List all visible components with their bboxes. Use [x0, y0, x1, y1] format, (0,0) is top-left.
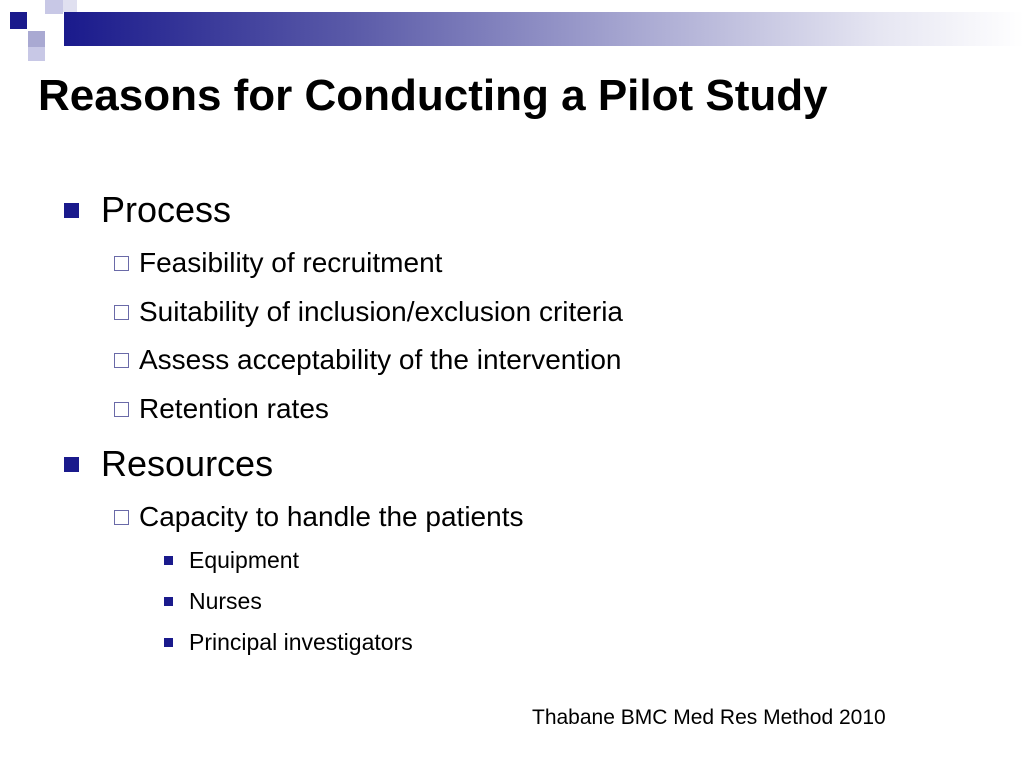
- sub-bullet-capacity: [114, 499, 523, 535]
- decor-square-lower: [28, 47, 45, 61]
- hollow-square-bullet-icon: [114, 402, 129, 417]
- hollow-square-bullet-icon: [114, 510, 129, 525]
- sub-sub-bullet-equipment: [164, 545, 299, 575]
- slide-title: Reasons for Conducting a Pilot Study: [38, 71, 828, 120]
- small-filled-square-bullet-icon: [164, 556, 173, 565]
- sub-sub-bullet-label: Equipment: [189, 546, 299, 573]
- sub-bullet-suitability: [114, 294, 623, 330]
- sub-sub-bullet-label: Principal investigators: [189, 628, 413, 655]
- small-filled-square-bullet-icon: [164, 638, 173, 647]
- decor-square-white: [45, 14, 63, 32]
- filled-square-bullet-icon: [64, 457, 79, 472]
- hollow-square-bullet-icon: [114, 305, 129, 320]
- bullet-label: Process: [101, 189, 232, 230]
- bullet-resources: [64, 442, 273, 486]
- sub-bullet-label: Feasibility of recruitment: [139, 247, 443, 278]
- bullet-process: [64, 188, 231, 232]
- hollow-square-bullet-icon: [114, 353, 129, 368]
- sub-bullet-retention: [114, 391, 329, 427]
- decor-square-light: [45, 0, 63, 14]
- filled-square-bullet-icon: [64, 203, 79, 218]
- sub-bullet-label: Capacity to handle the patients: [139, 501, 524, 532]
- decor-square-medium: [28, 31, 45, 47]
- small-filled-square-bullet-icon: [164, 597, 173, 606]
- sub-bullet-feasibility: [114, 245, 442, 281]
- citation: Thabane BMC Med Res Method 2010: [532, 706, 886, 729]
- sub-bullet-label: Assess acceptability of the intervention: [139, 344, 622, 375]
- hollow-square-bullet-icon: [114, 256, 129, 271]
- decor-square-dark: [10, 12, 27, 29]
- bullet-label: Resources: [101, 443, 274, 484]
- sub-bullet-acceptability: [114, 342, 621, 378]
- sub-sub-bullet-label: Nurses: [189, 587, 262, 614]
- header-gradient-bar: [64, 12, 1024, 46]
- sub-sub-bullet-investigators: [164, 627, 413, 657]
- sub-bullet-label: Retention rates: [139, 393, 329, 424]
- sub-sub-bullet-nurses: [164, 586, 262, 616]
- decor-square-pale: [63, 0, 77, 12]
- sub-bullet-label: Suitability of inclusion/exclusion criteria: [139, 296, 623, 327]
